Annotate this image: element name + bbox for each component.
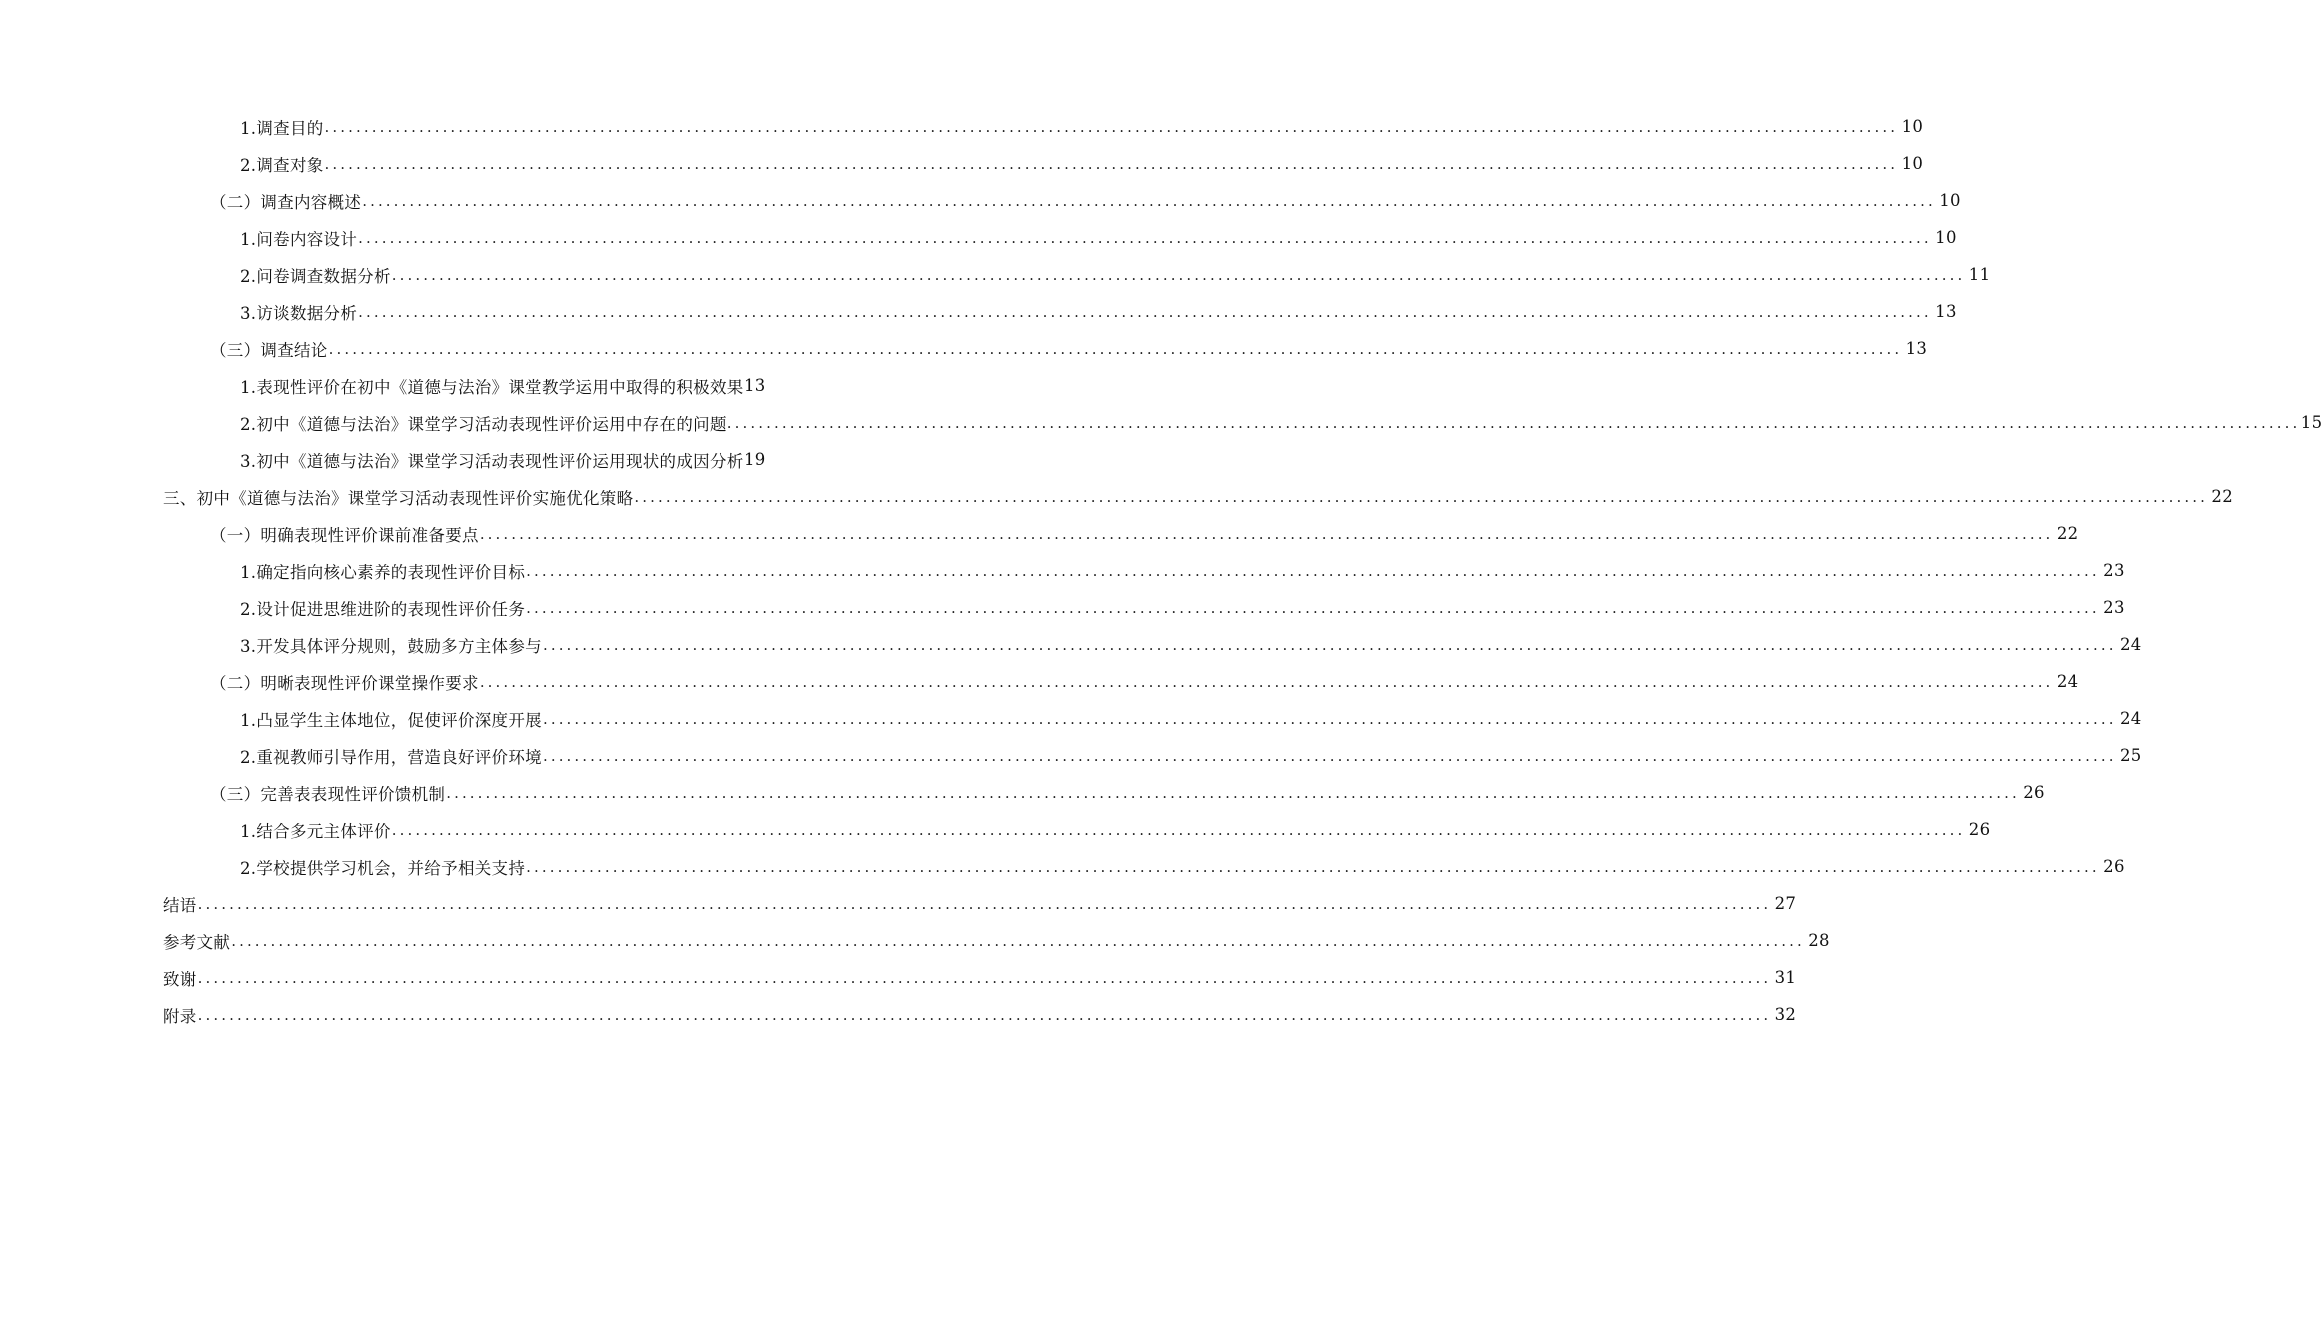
toc-page-number: 32 [1774, 1005, 1797, 1024]
toc-entry[interactable] [0, 404, 2322, 441]
toc-entry-title: 1.调查目的 [240, 118, 324, 138]
toc-entry[interactable] [0, 663, 2079, 700]
toc-entry-title: 三、初中《道德与法治》课堂学习活动表现性评价实施优化策略 [163, 488, 634, 508]
toc-dot-leader: ........................................................................................................................................................................................................ [362, 191, 1936, 210]
toc-page-number: 15 [2300, 413, 2322, 432]
toc-page-number: 22 [2056, 524, 2079, 543]
toc-dot-leader: ........................................................................................................................................................................................................ [479, 524, 2054, 543]
toc-entry-title: 2.设计促进思维进阶的表现性评价任务 [240, 599, 526, 619]
toc-page-number: 26 [2103, 857, 2125, 876]
toc-dot-leader: ........................................................................................................................................................................................................ [358, 302, 1932, 321]
toc-entry-title: （三）调查结论 [210, 340, 328, 360]
toc-entry[interactable] [0, 848, 2125, 885]
toc-page-number: 23 [2103, 561, 2125, 580]
toc-page-number: 13 [743, 376, 766, 395]
toc-entry[interactable] [0, 626, 2142, 663]
toc-entry-title: 2.重视教师引导作用，营造良好评价环境 [240, 747, 542, 767]
toc-page-number: 24 [2119, 635, 2142, 654]
toc-entry-title: 2.问卷调查数据分析 [240, 266, 391, 286]
toc-dot-leader: ........................................................................................................................................................................................................ [542, 709, 2117, 728]
toc-page-number: 13 [1905, 339, 1928, 358]
toc-entry[interactable] [0, 293, 1957, 330]
toc-entry-title: 1.凸显学生主体地位，促使评价深度开展 [240, 710, 542, 730]
toc-dot-leader: ........................................................................................................................................................................................................ [358, 228, 1932, 247]
toc-entry-title: 1.表现性评价在初中《道德与法治》课堂教学运用中取得的积极效果 [240, 377, 744, 397]
toc-page-number: 26 [1968, 820, 1991, 839]
toc-dot-leader: ........................................................................................................................................................................................................ [726, 413, 2301, 432]
toc-entry-title: 2.调查对象 [240, 155, 324, 175]
toc-page-number: 10 [1901, 154, 1924, 173]
toc-entry-title: （二）调查内容概述 [210, 192, 362, 212]
toc-dot-leader: ........................................................................................................................................................................................................ [391, 265, 1966, 284]
toc-entry[interactable] [0, 737, 2142, 774]
toc-entry[interactable] [0, 478, 2234, 515]
toc-dot-leader: ........................................................................................................................................................................................................ [542, 635, 2117, 654]
toc-dot-leader: ........................................................................................................................................................................................................ [197, 894, 1772, 913]
toc-dot-leader: ........................................................................................................................................................................................................ [324, 154, 1899, 173]
toc-page-number: 25 [2119, 746, 2142, 765]
toc-entry[interactable] [0, 885, 1797, 922]
toc-entry[interactable] [0, 922, 1830, 959]
toc-page-number: 11 [1968, 265, 1991, 284]
toc-page-number: 10 [1901, 117, 1924, 136]
toc-entry[interactable] [0, 256, 1991, 293]
toc-dot-leader: ........................................................................................................................................................................................................ [197, 968, 1772, 987]
toc-entry[interactable] [0, 441, 950, 478]
toc-dot-leader: ........................................................................................................................................................................................................ [328, 339, 1903, 358]
toc-dot-leader: ........................................................................................................................................................................................................ [391, 820, 1966, 839]
toc-entry-title: （三）完善表表现性评价馈机制 [210, 784, 446, 804]
toc-entry[interactable] [0, 700, 2142, 737]
toc-entry-title: 3.初中《道德与法治》课堂学习活动表现性评价运用现状的成因分析 [240, 451, 744, 471]
toc-dot-leader: ........................................................................................................................................................................................................ [634, 487, 2209, 506]
toc-entry-title: （一）明确表现性评价课前准备要点 [210, 525, 479, 545]
toc-page-number: 28 [1808, 931, 1830, 950]
toc-page-number: 31 [1774, 968, 1797, 987]
toc-entry-title: 3.开发具体评分规则，鼓励多方主体参与 [240, 636, 542, 656]
table-of-contents [0, 108, 2322, 1033]
toc-entry[interactable] [0, 811, 1991, 848]
toc-entry[interactable] [0, 996, 1797, 1033]
toc-entry[interactable] [0, 330, 1928, 367]
toc-page-number: 13 [1935, 302, 1957, 321]
toc-dot-leader: ........................................................................................................................................................................................................ [446, 783, 2020, 802]
toc-entry-title: 参考文献 [163, 932, 231, 952]
toc-dot-leader: ........................................................................................................................................................................................................ [526, 561, 2100, 580]
toc-dot-leader: ........................................................................................................................................................................................................ [526, 598, 2100, 617]
toc-dot-leader: ........................................................................................................................................................................................................ [231, 931, 1805, 950]
toc-dot-leader: ........................................................................................................................................................................................................ [197, 1005, 1772, 1024]
toc-page-number: 10 [1935, 228, 1957, 247]
toc-page-number: 23 [2103, 598, 2125, 617]
toc-entry-title: 结语 [163, 895, 197, 915]
toc-entry[interactable] [0, 145, 1924, 182]
toc-dot-leader: ........................................................................................................................................................................................................ [324, 117, 1899, 136]
toc-entry-title: 3.访谈数据分析 [240, 303, 358, 323]
toc-entry[interactable] [0, 219, 1957, 256]
toc-dot-leader: ........................................................................................................................................................................................................ [542, 746, 2117, 765]
toc-entry-title: 1.确定指向核心素养的表现性评价目标 [240, 562, 526, 582]
toc-entry[interactable] [0, 959, 1797, 996]
toc-page-number: 10 [1939, 191, 1961, 210]
toc-entry[interactable] [0, 367, 950, 404]
toc-entry[interactable] [0, 108, 1924, 145]
toc-dot-leader: ........................................................................................................................................................................................................ [479, 672, 2054, 691]
toc-page-number: 22 [2211, 487, 2234, 506]
toc-page-number: 26 [2023, 783, 2045, 802]
toc-entry-title: 2.初中《道德与法治》课堂学习活动表现性评价运用中存在的问题 [240, 414, 727, 434]
toc-dot-leader: ........................................................................................................................................................................................................ [526, 857, 2100, 876]
toc-entry[interactable] [0, 589, 2125, 626]
toc-entry[interactable] [0, 515, 2079, 552]
toc-page-number: 19 [743, 450, 766, 469]
toc-entry[interactable] [0, 182, 1961, 219]
toc-entry-title: 附录 [163, 1006, 197, 1026]
toc-entry[interactable] [0, 774, 2045, 811]
toc-entry-title: 1.结合多元主体评价 [240, 821, 391, 841]
toc-page-number: 24 [2056, 672, 2079, 691]
toc-page-number: 24 [2119, 709, 2142, 728]
toc-entry[interactable] [0, 552, 2125, 589]
toc-page-number: 27 [1774, 894, 1797, 913]
toc-entry-title: 1.问卷内容设计 [240, 229, 358, 249]
toc-entry-title: 2.学校提供学习机会，并给予相关支持 [240, 858, 526, 878]
toc-entry-title: （二）明晰表现性评价课堂操作要求 [210, 673, 479, 693]
toc-entry-title: 致谢 [163, 969, 197, 989]
